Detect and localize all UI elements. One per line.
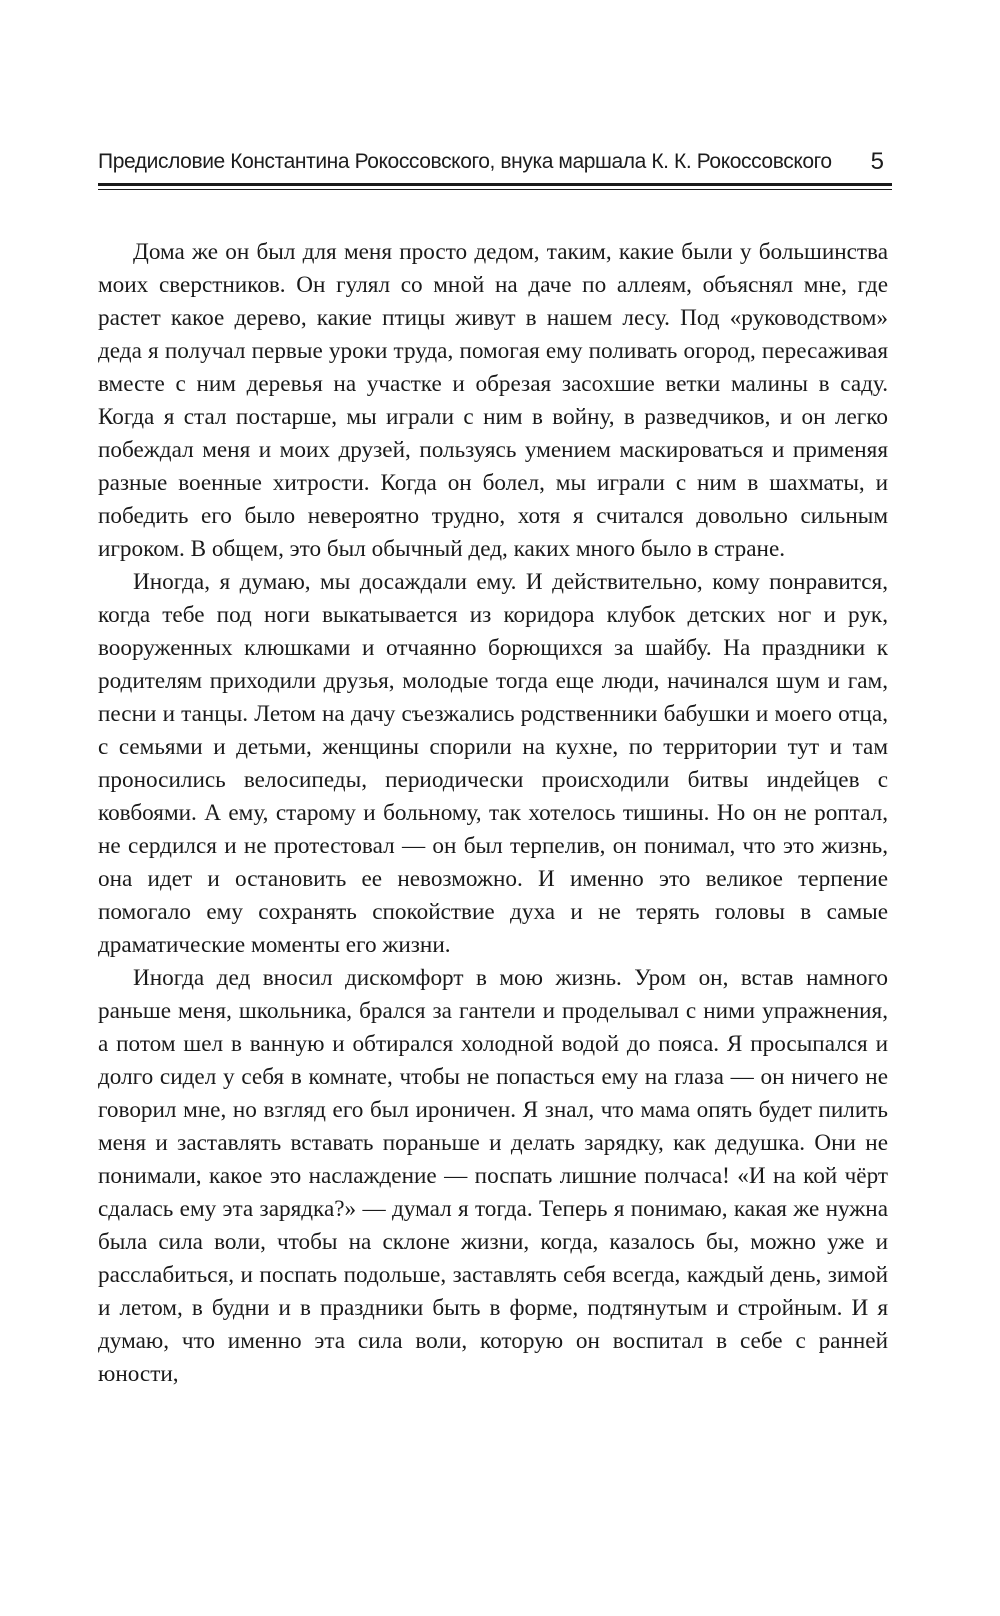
paragraph-1: Дома же он был для меня просто дедом, таким, какие были у большинства моих сверстников. Он гулял со мной на даче по аллеям, объяснял мне, где растет какое дерево, какие птицы живут в нашем лесу. Под «руководством» деда я получал первые уроки труда, помогая ему поливать огород, пересаживая вместе с ним деревья на участке и обрезая засохшие ветки малины в саду. Когда я стал постарше, мы играли с ним в войну, в разведчиков, и он легко побеждал меня и моих друзей, пользуясь умением маскироваться и применяя разные военные хитрости. Когда он болел, мы играли с ним в шахматы, и победить его было невероятно трудно, хотя я считался довольно сильным игроком. В общем, это был обычный дед, каких много было в стране. (98, 239, 888, 562)
page-number: 5 (870, 148, 884, 175)
header-rule-thick (98, 183, 892, 186)
paragraph-3: Иногда дед вносил дискомфорт в мою жизнь. Уром он, встав намного раньше меня, школьника, брался за гантели и проделывал с ними упражнения, а потом шел в ванную и обтирался холодной водой до пояса. Я просыпался и долго сидел у себя в комнате, чтобы не попасться ему на глаза — он ничего не говорил мне, но взгляд его был ироничен. Я знал, что мама опять будет пилить меня и заставлять вставать пораньше и делать зарядку, как дедушка. Они не понимали, какое это наслаждение — поспать лишние полчаса! «И на кой чёрт сдалась ему эта зарядка?» — думал я тогда. Теперь я понимаю, какая же нужна была сила воли, чтобы на склоне жизни, когда, казалось бы, можно уже и расслабиться, и поспать подольше, заставлять себя всегда, каждый день, зимой и летом, в будни и в праздники быть в форме, подтянутым и стройным. И я думаю, что именно эта сила воли, которую он воспитал в себе с ранней юности, (98, 965, 888, 1387)
paragraph-2: Иногда, я думаю, мы досаждали ему. И действительно, кому понравится, когда тебе под ноги выкатывается из коридора клубок детских ног и рук, вооруженных клюшками и отчаянно борющихся за шайбу. На праздники к родителям приходили друзья, молодые тогда еще люди, начинался шум и гам, песни и танцы. Летом на дачу съезжались родственники бабушки и моего отца, с семьями и детьми, женщины спорили на кухне, по территории тут и там проносились велосипеды, периодически происходили битвы индейцев с ковбоями. А ему, старому и больному, так хотелось тишины. Но он не роптал, не сердился и не протестовал — он был терпелив, он понимал, что это жизнь, она идет и остановить ее невозможно. И именно это великое терпение помогало ему сохранять спокойствие духа и не терять головы в самые драматические моменты его жизни. (98, 569, 888, 958)
running-title: Предисловие Константина Рокоссовского, внука маршала К. К. Рокоссовского (98, 150, 832, 173)
body-text (98, 236, 888, 1391)
header-rule-thin (98, 189, 892, 190)
running-header (98, 150, 892, 194)
